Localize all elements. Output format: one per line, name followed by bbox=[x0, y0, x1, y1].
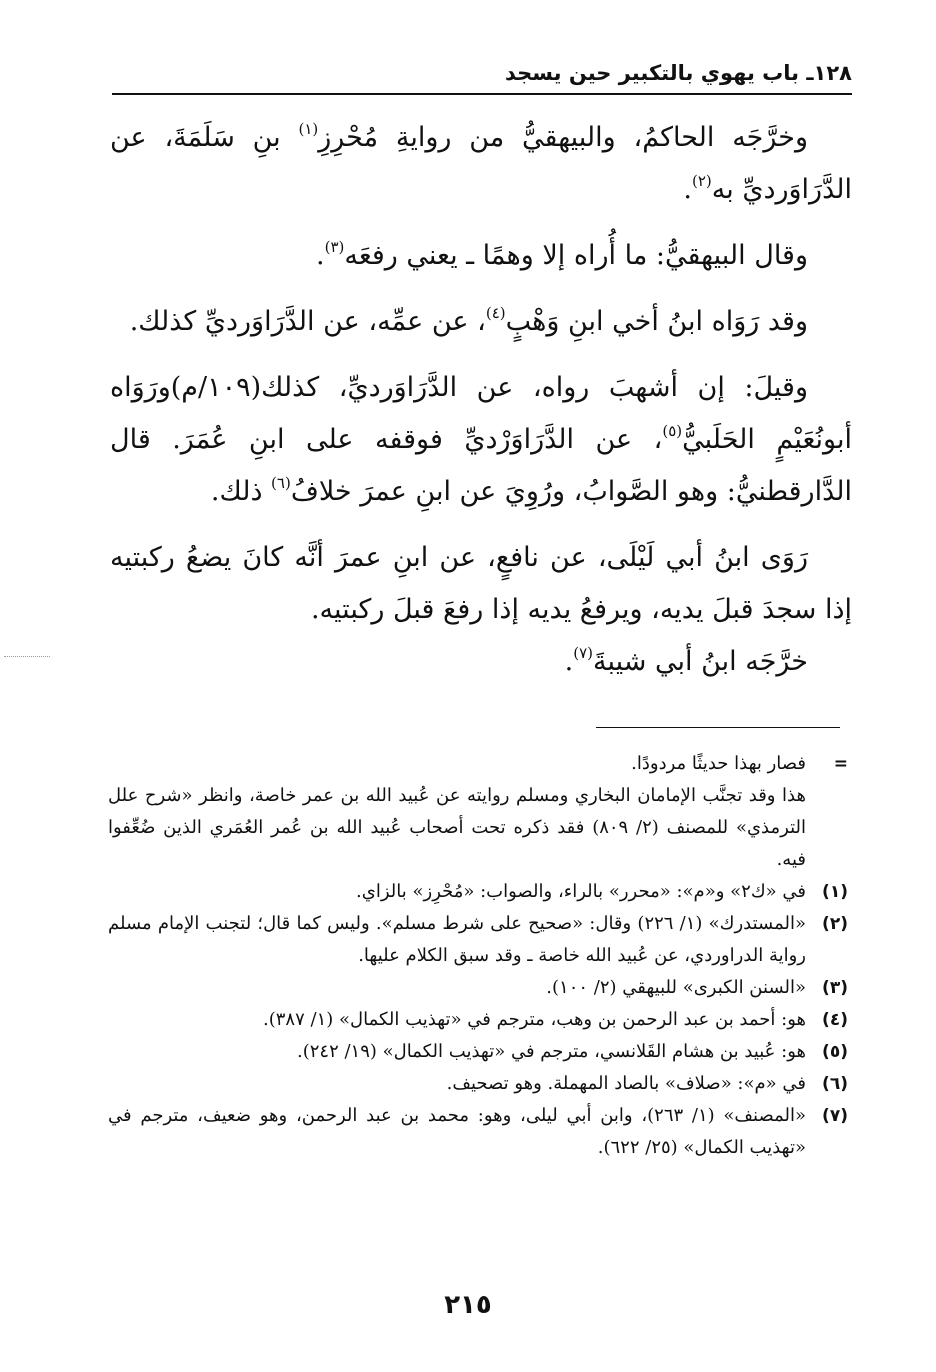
text-span: وقد رَوَاه ابنُ أخي ابنِ وَهْبٍ bbox=[505, 306, 808, 337]
scan-margin-mark bbox=[4, 656, 50, 657]
footnote-text: في «م»: «صلاف» بالصاد المهملة. وهو تصحيف. bbox=[446, 1073, 806, 1094]
continuation-line-2: هذا وقد تجنَّب الإمامان البخاري ومسلم روايته عن عُبيد الله بن عمر خاصة، وانظر «شرح علل الترمذي» للمصنف (٢/ ٨٠٩) فقد ذكره تحت أصحاب عُبيد الله بن عُمر العُمَري الذين ضُعِّفوا فيه. bbox=[108, 785, 806, 870]
footnote-ref-5: (٥) bbox=[662, 422, 683, 440]
text-span: ذلك. bbox=[210, 476, 272, 507]
footnote-text: هو: عُبيد بن هشام القَلانسي، مترجم في «تهذيب الكمال» (١٩/ ٢٤٢). bbox=[296, 1041, 806, 1062]
footnote-text: في «ك٢» و«م»: «محرر» بالراء، والصواب: «مُحْرِز» بالزاي. bbox=[356, 881, 806, 902]
footnote-ref-3: (٣) bbox=[324, 238, 345, 256]
text-span: رَوَى ابنُ أبي لَيْلَى، عن نافعٍ، عن ابنِ عمرَ أنَّه كانَ يضعُ ركبتيه إذا سجدَ قبلَ يديه، ويرفعُ يديه إذا رفعَ قبلَ ركبتيه. bbox=[110, 542, 852, 625]
paragraph-1 bbox=[110, 112, 852, 216]
footnote-ref-2: (٢) bbox=[691, 172, 712, 190]
footnote-7 bbox=[108, 1100, 850, 1164]
footnote-text: هو: أحمد بن عبد الرحمن بن وهب، مترجم في «تهذيب الكمال» (١/ ٣٨٧). bbox=[263, 1009, 806, 1030]
footnote-text: «المصنف» (١/ ٢٦٣)، وابن أبي ليلى، وهو: محمد بن عبد الرحمن، وهو ضعيف، مترجم في «تهذيب الكمال» (٢٥/ ٦٢٢). bbox=[108, 1105, 806, 1158]
continuation-marker: = bbox=[833, 754, 848, 774]
footnote-2 bbox=[108, 908, 850, 972]
continuation-line-1: فصار بهذا حديثًا مردودًا. bbox=[631, 753, 806, 774]
footnote-marker: (٦) bbox=[822, 1074, 848, 1094]
footnotes-section bbox=[108, 748, 850, 1164]
text-span: ، عن الدَّرَاوَرْديِّ فوقفه على ابنِ عُمَرَ. قال الدَّارقطنيُّ: وهو الصَّوابُ، ورُوِيَ عن ابنِ عمرَ خلافُ bbox=[110, 424, 852, 507]
chapter-title: ١٢٨ـ باب يهوي بالتكبير حين يسجد bbox=[505, 61, 852, 85]
main-text bbox=[110, 112, 852, 688]
footnote-marker: (١) bbox=[822, 882, 848, 902]
paragraph-4 bbox=[110, 362, 852, 518]
footnote-continuation bbox=[108, 748, 850, 876]
text-span: ، عن عمِّه، عن الدَّرَاوَرديِّ كذلك. bbox=[129, 306, 486, 337]
text-span: بنِ سَلَمَةَ، عن الدَّرَاوَرديِّ به bbox=[110, 122, 852, 205]
footnote-3 bbox=[108, 972, 850, 1004]
footnote-marker: (٢) bbox=[822, 914, 848, 934]
footnote-ref-7: (٧) bbox=[573, 644, 593, 662]
footnote-1 bbox=[108, 876, 850, 908]
text-span: . bbox=[316, 240, 325, 271]
text-span: وقيلَ: إن أشهبَ رواه، عن الدَّرَاوَرديِّ، كذلك(١٠٩/م)ورَوَاه أبونُعَيْمٍ الحَلَبيُّ bbox=[110, 372, 853, 455]
text-span: وخرَّجَه الحاكمُ، والبيهقيُّ من روايةِ مُحْرِزِ bbox=[318, 122, 808, 153]
paragraph-3 bbox=[110, 296, 852, 348]
footnote-5 bbox=[108, 1036, 850, 1068]
page-number: ٢١٥ bbox=[444, 1290, 492, 1320]
footnote-4 bbox=[108, 1004, 850, 1036]
text-span: . bbox=[564, 646, 574, 677]
text-span: وقال البيهقيُّ: ما أُراه إلا وهمًا ـ يعني رفعَه bbox=[344, 240, 808, 271]
footnote-text: «المستدرك» (١/ ٢٢٦) وقال: «صحيح على شرط مسلم». وليس كما قال؛ لتجنب الإمام مسلم رواية الدراوردي، عن عُبيد الله خاصة ـ وقد سبق الكلام عليها. bbox=[108, 913, 806, 966]
footnote-separator bbox=[596, 727, 840, 728]
paragraph-6 bbox=[110, 636, 852, 688]
text-span: . bbox=[683, 174, 692, 205]
footnote-marker: (٣) bbox=[822, 978, 848, 998]
paragraph-2 bbox=[110, 230, 852, 282]
chapter-header bbox=[112, 58, 852, 88]
header-rule bbox=[112, 93, 852, 95]
text-span: خرَّجَه ابنُ أبي شيبةَ bbox=[593, 646, 808, 677]
footnote-6 bbox=[108, 1068, 850, 1100]
footnote-marker: (٧) bbox=[822, 1106, 848, 1126]
footnote-ref-6: (٦) bbox=[271, 474, 291, 492]
footnote-ref-1: (١) bbox=[298, 120, 319, 138]
footnote-ref-4: (٤) bbox=[485, 304, 506, 322]
footnote-marker: (٥) bbox=[822, 1042, 848, 1062]
footnote-text: «السنن الكبرى» للبيهقي (٢/ ١٠٠). bbox=[546, 977, 806, 998]
paragraph-5 bbox=[110, 532, 852, 636]
footnote-marker: (٤) bbox=[822, 1010, 848, 1030]
